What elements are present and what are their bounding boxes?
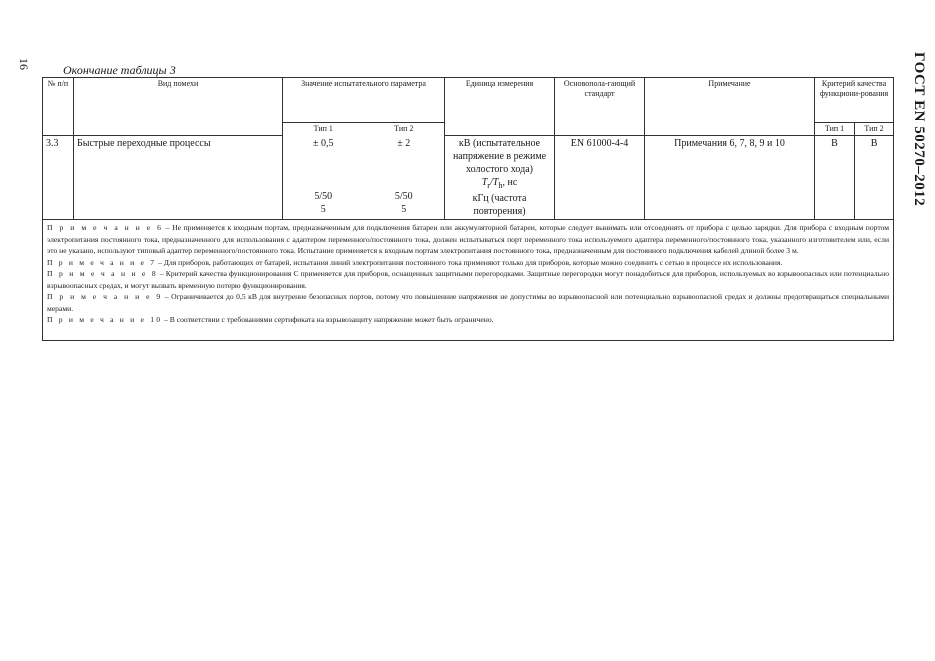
- value-type1-kv: ± 0,5: [313, 137, 334, 149]
- cell-crit2: B: [855, 136, 894, 220]
- value-type1-khz: 5: [320, 203, 326, 215]
- table-header-row: [43, 78, 894, 123]
- value-type2-khz: 5: [401, 203, 407, 215]
- cell-crit1: B: [815, 136, 855, 220]
- cell-type2-values: [364, 136, 445, 220]
- unit-kv: кВ (испытательное напряжение в режиме холостого хода): [452, 138, 547, 175]
- header-standard: Основопола-гающий стандарт: [555, 78, 645, 136]
- header-criterion: Критерий качества функциони-рования: [815, 78, 894, 123]
- note-text: – Не применяется к входным портам, предназначенным для подключения батареи или аккумуляторной батареи, которые следует вынимать или отсоединять от прибора с целью зарядки. Для прибора с входным портом электропитания постоянного тока, предназначенного для использования с адаптером переменного/постоянного тока, должен испытываться порт переменного тока используемого адаптера переменного/постоянного тока, указанного изготовителем или, если это не указано, используют типовый адаптер переменного/постоянного тока. Испытание применяется к входным портам электропитания постоянного тока, предназначенным для постоянного подключения кабелей длиной более 3 м.: [47, 223, 890, 255]
- notes-row: [43, 220, 894, 341]
- page-number: 16: [17, 58, 31, 70]
- note-text: – В соответствии с требованиями сертификата на взрывозащиту напряжение может быть ограничено.: [162, 315, 494, 324]
- cell-standard: EN 61000-4-4: [555, 136, 645, 220]
- header-crit-type1: Тип 1: [815, 123, 855, 136]
- header-unit: Единица измерения: [445, 78, 555, 136]
- note-label: П р и м е ч а н и е 7: [47, 257, 157, 267]
- unit-khz: кГц (частота повторения): [472, 193, 527, 217]
- document-title-vertical: ГОСТ EN 50270–2012: [911, 52, 927, 207]
- unit-time: [448, 176, 551, 192]
- header-type2: Тип 2: [364, 123, 445, 136]
- note-label: П р и м е ч а н и е 10: [47, 315, 163, 324]
- note-text: – Ограничивается до 0,5 кВ для внутренне безопасных портов, потому что повышенние напряжения не допустимы во взрывоопасной или потенциально взрывоопасной средах и должны предотвращаться специальными мерами.: [47, 292, 890, 313]
- cell-num: 3.3: [43, 136, 74, 220]
- data-table: [42, 77, 894, 341]
- cell-unit: [445, 136, 555, 220]
- header-type1: Тип 1: [283, 123, 364, 136]
- note-text: – Для приборов, работающих от батарей, испытания линий электропитания постоянного тока применяют только для приборов, которые можно соединить с сетью в процессе их использования.: [156, 257, 783, 267]
- unit-time-sub-r: r: [487, 181, 491, 190]
- cell-remark: Примечания 6, 7, 8, 9 и 10: [645, 136, 815, 220]
- note-label: П р и м е ч а н и е 9: [47, 292, 163, 301]
- header-remark: Примечание: [645, 78, 815, 136]
- value-type2-kv: ± 2: [397, 137, 411, 149]
- note-label: П р и м е ч а н и е 6: [47, 223, 164, 232]
- header-kind: Вид помехи: [74, 78, 283, 136]
- note-10: [47, 314, 889, 326]
- header-crit-type2: Тип 2: [855, 123, 894, 136]
- note-7: [47, 257, 889, 269]
- note-6: [47, 222, 889, 257]
- table-row: [43, 136, 894, 220]
- unit-time-ns: , нс: [502, 177, 518, 188]
- note-8: [47, 268, 889, 291]
- cell-type1-values: [283, 136, 364, 220]
- header-value: Значение испытательного параметра: [283, 78, 445, 123]
- notes-cell: [43, 220, 894, 341]
- header-num: № п/п: [43, 78, 74, 136]
- unit-time-th: /T: [490, 177, 499, 188]
- unit-time-t: T: [481, 177, 488, 188]
- unit-time-sub-h: h: [498, 181, 503, 190]
- value-type1-tr: 5/50: [314, 190, 333, 202]
- note-text: – Критерий качества функционирования С применяется для приборов, оснащенных защитными перегородками. Защитные перегородки могут понадобиться для приборов, используемых во взрывоопасных или потенциально взрывоопасных средах, и могут вызвать временную потерю функционирования.: [47, 269, 890, 290]
- table-caption: Окончание таблицы 3: [63, 63, 176, 77]
- value-type2-tr: 5/50: [394, 190, 413, 202]
- note-9: [47, 291, 889, 314]
- cell-kind: Быстрые переходные процессы: [74, 136, 283, 220]
- note-label: П р и м е ч а н и е 8: [47, 269, 158, 278]
